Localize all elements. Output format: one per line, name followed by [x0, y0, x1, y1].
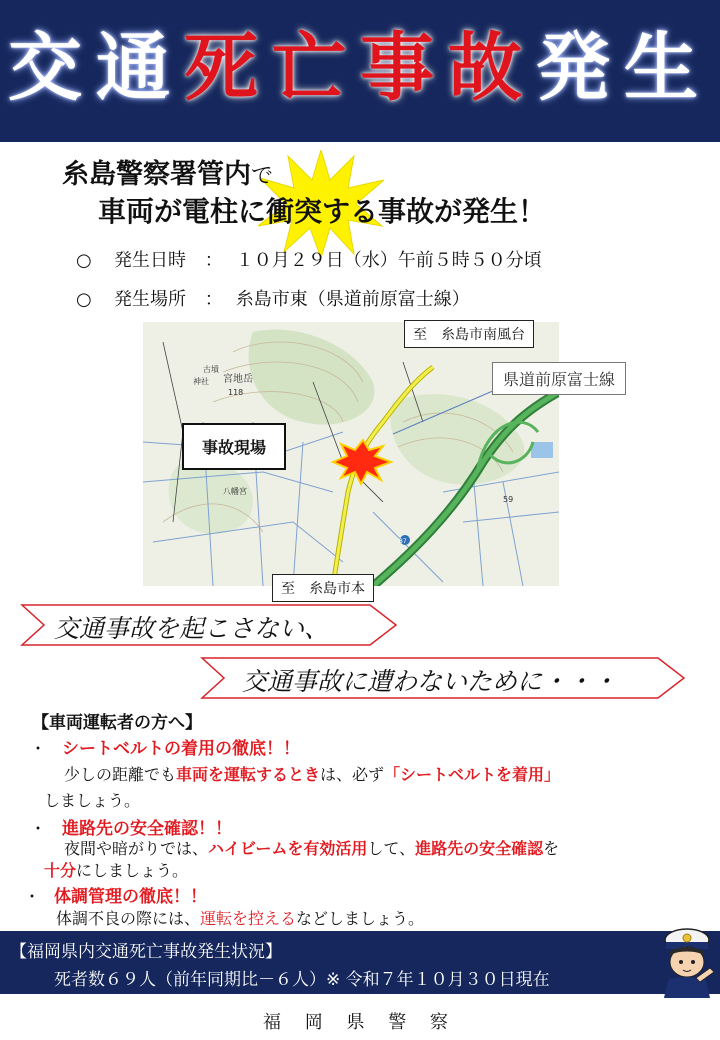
map-route-number: 87: [399, 538, 407, 545]
title-part-occurred: 発生: [536, 25, 712, 111]
advice-emphasis: 運転を控える: [200, 909, 297, 928]
bullet: ・: [24, 887, 41, 906]
stats-value: 死者数６９人（前年同期比－６人）※ 令和７年１０月３０日現在: [54, 970, 550, 990]
detail-label: 発生場所: [114, 289, 186, 310]
slogan-first-text: 交通事故を起こさない、: [54, 614, 330, 643]
map-label-59: 59: [503, 495, 514, 504]
police-officer-mascot-icon: [656, 926, 718, 998]
advice-text: にしましょう。: [76, 861, 189, 880]
advice-emphasis: ハイビームを有効活用: [208, 839, 368, 858]
advice-item-path-line2: [44, 858, 188, 881]
detail-marker: ○: [76, 250, 92, 271]
title-part-traffic: 交通: [8, 25, 184, 111]
organization-name: 福 岡 県 警 察: [263, 1012, 457, 1033]
advice-emphasis: 車両を運転するとき: [176, 765, 321, 784]
title-part-fatal-accident: 死亡事故: [184, 25, 536, 111]
advice-item-health-line1: [56, 906, 424, 929]
map-label-hachiman: 八幡宮: [223, 487, 247, 496]
map-callout-road: 県道前原富士線: [492, 362, 626, 395]
advice-emphasis: 十分: [44, 861, 77, 880]
headline-particle: で: [251, 164, 274, 189]
advice-item-seatbelt-line2: しましょう。: [44, 791, 141, 810]
advice-title: 体調管理の徹底！！: [54, 887, 207, 907]
detail-separator: ：: [204, 289, 223, 310]
advice-text: などしましょう。: [296, 909, 425, 928]
detail-location: [76, 285, 470, 311]
advice-item-health-title: [24, 882, 207, 907]
advice-item-path-line1: [64, 836, 559, 859]
detail-value: １０月２９日（水）午前５時５０分頃: [235, 250, 542, 271]
advice-text: して、: [367, 839, 416, 858]
map-label-height: 118: [228, 388, 244, 397]
advice-emphasis: 進路先の安全確認: [415, 839, 544, 858]
page-title: [0, 18, 720, 118]
slogan-second: [200, 656, 688, 700]
headline-station: 糸島警察署管内: [62, 159, 251, 190]
map-callout-accident-site: 事故現場: [182, 423, 286, 470]
slogan-first: [20, 603, 400, 647]
advice-text: 少しの距離でも: [64, 765, 177, 784]
advice-text: 体調不良の際には、: [56, 909, 201, 928]
map-label-kofun: 古墳: [203, 365, 219, 374]
bullet: ・: [30, 739, 47, 758]
headline-line2: 車両が電柱に衝突する事故が発生！: [98, 195, 547, 228]
advice-item-seatbelt-line1: [64, 762, 560, 785]
slogan-second-text: 交通事故に遭わないために・・・: [242, 667, 618, 696]
advice-title: シートベルトの着用の徹底！！: [62, 739, 300, 759]
advice-text: を: [543, 839, 560, 858]
advice-text: は、必ず: [320, 765, 385, 784]
advice-heading: 【車両運転者の方へ】: [32, 713, 202, 733]
bullet: ・: [30, 819, 47, 838]
stats-footer: [0, 931, 720, 994]
header-banner: [0, 0, 720, 142]
detail-datetime: [76, 246, 542, 272]
map-label-jinja: 神社: [193, 377, 209, 386]
advice-title: 進路先の安全確認！！: [62, 819, 232, 839]
advice-item-seatbelt-title: [30, 734, 300, 759]
headline-line1: [62, 152, 273, 191]
map-callout-north: 至 糸島市南風台: [404, 320, 534, 348]
detail-marker: ○: [76, 289, 92, 310]
detail-value: 糸島市東（県道前原富士線）: [235, 289, 470, 310]
advice-text: 夜間や暗がりでは、: [64, 839, 209, 858]
detail-label: 発生日時: [114, 250, 186, 271]
stats-heading: 【福岡県内交通死亡事故発生状況】: [10, 942, 282, 962]
map-callout-south: 至 糸島市本: [272, 574, 374, 602]
detail-separator: ：: [204, 250, 223, 271]
advice-emphasis: 「シートベルトを着用」: [384, 765, 561, 784]
map-label-miyajidake: 宮地岳: [223, 374, 253, 385]
